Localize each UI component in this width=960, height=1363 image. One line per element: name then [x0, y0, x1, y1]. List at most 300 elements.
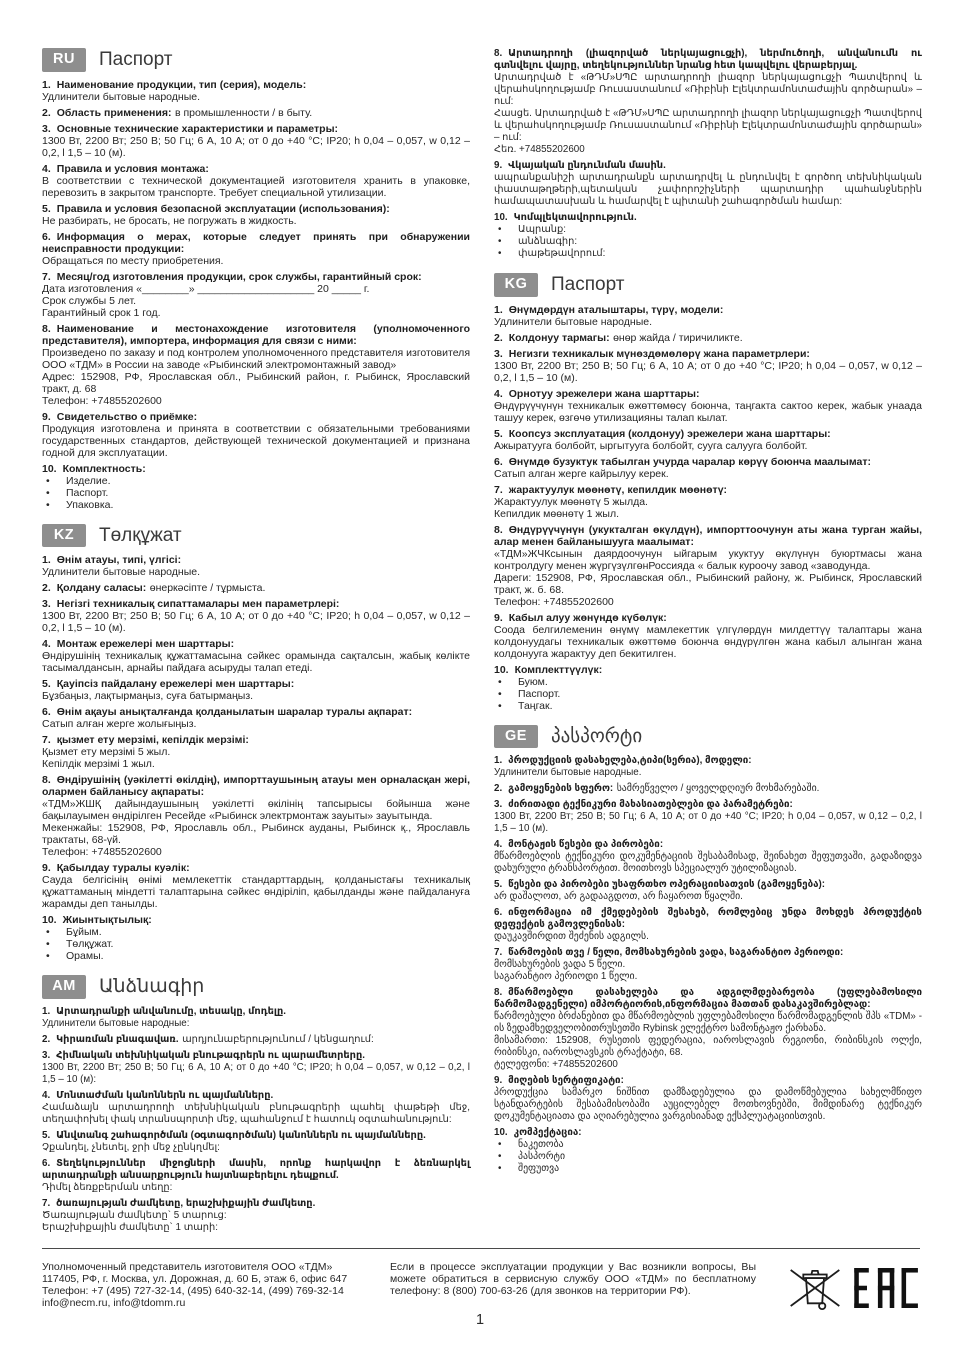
- passport-item: [42, 203, 470, 227]
- item-number: 4.: [494, 839, 503, 850]
- column-right: [494, 48, 922, 1234]
- item-paragraph: 1300 Вт, 2200 Вт; 250 В; 50 Гц; 6 А, 10 А; от 0 до +40 °С; IP20; h 0,04 – 0,057, w 0,12 – 0,2, l 1,5 – 10 (м).: [42, 134, 470, 159]
- item-paragraph: «ТДМ»ЖЧКсынын даярдоочунун ыйгарым укуктуу өкүлүнүн буюртмасы жана контролдугу менен жүргүзүлгөнРоссияда « балык куроочу завод «заводунда.: [494, 547, 922, 572]
- item-heading-row: [42, 862, 470, 874]
- item-heading-row: [42, 1198, 470, 1210]
- bullet-item: [494, 1163, 922, 1175]
- bullet-text: Орамы.: [66, 950, 104, 962]
- footer-service-block: Если в процессе эксплуатации продукции у Вас возникли вопросы, Вы можете обратиться в сервисную службу ООО «ТДМ» по бесплатному телефону: 8 (800) 700-63-26 (для звонков на территории РФ).: [390, 1261, 756, 1297]
- item-heading: Орнотуу эрежелери жана шарттары:: [508, 387, 700, 400]
- item-number: 10.: [42, 914, 57, 926]
- passport-item: [494, 212, 922, 260]
- item-heading-row: [42, 1034, 470, 1046]
- section-title: Паспорт: [99, 49, 173, 71]
- item-inline-text: სამრეწველო / ყოველდღიურ მოხმარებაში.: [616, 783, 820, 794]
- item-number: 2.: [42, 106, 51, 119]
- passport-item: [42, 598, 470, 634]
- content-columns: [42, 48, 922, 1234]
- item-number: 5.: [42, 1129, 51, 1141]
- item-paragraph: Телефон: +74855202600: [42, 394, 162, 407]
- item-paragraph: «ТДМ»ЖШҚ дайындаушының уәкілетті өкілінің тапсырысы бойынша және бақылауымен өндірілген Ресейде «Рыбинск электрмонтаж зауыты» зауытында.: [42, 798, 470, 822]
- passport-item: [42, 582, 470, 594]
- bullet-item: [42, 487, 470, 499]
- page-number: 1: [475, 1312, 485, 1328]
- item-heading-row: [494, 755, 922, 767]
- item-heading-row: [42, 582, 470, 594]
- section-title: Паспорт: [551, 274, 625, 296]
- item-paragraph: Удлинители бытовые народные.: [42, 566, 201, 578]
- item-number: 8.: [494, 523, 503, 536]
- item-heading-row: [42, 774, 470, 798]
- passport-item: [42, 862, 470, 910]
- bullet-text: Паспорт.: [518, 687, 561, 700]
- item-heading: მწარმოებლი დასახელება და ადგილმდებარეობა (უფლებამოსილი წარმომადგენელი) იმპორტიორის,ინფორმაცია მათთან დასაკავშირებლად:: [494, 987, 922, 1010]
- item-heading-row: [42, 231, 470, 255]
- item-heading: Տեղեկություններ միջոցների մասին, որոնք հարկավոր է ձեռնարկել արտադրանքի անսարքություն հայտնաբերելու դեպքում.: [42, 1157, 470, 1181]
- item-paragraph: მისამართი: 152908, რუსეთის ფედერაცია, იაროსლავის რეგიონი, რიბინსკის ოლქი, რიბინსკი, იაროსლავსკის ტრაქტატი, 68.: [494, 1035, 922, 1058]
- item-number: 10.: [494, 1127, 508, 1138]
- item-paragraph: В соответствии с технической документацией изготовителя хранить в упаковке, перевозить в закрытом транспорте. Требует специальной утилизации.: [42, 174, 470, 199]
- passport-item: [494, 783, 922, 795]
- item-heading: Кабыл алуу жөнүндө күбөлүк:: [508, 611, 667, 624]
- item-inline-text: өнөр жайда / тиричиликте.: [613, 331, 743, 344]
- passport-item: [42, 638, 470, 674]
- item-heading: ծառայության ժամկետը, երաշխիքային ժամկետը.: [56, 1197, 316, 1209]
- item-heading: Անվտանգ շահագործման (օգտագործման) կանոններն ու պայմանները.: [56, 1129, 426, 1141]
- item-inline-text: өнеркәсіпте / тұрмыста.: [149, 582, 266, 594]
- passport-item: [42, 123, 470, 159]
- item-number: 5.: [42, 678, 51, 690]
- item-paragraph: დაუკავშირდით შეძენის ადგილს.: [494, 931, 649, 942]
- section-title: Төлқұжат: [99, 524, 182, 546]
- item-number: 5.: [494, 879, 503, 890]
- item-number: 3.: [494, 799, 503, 810]
- passport-item: [494, 664, 922, 712]
- item-heading: Өнүмдөрдүн аталыштары, түрү, модели:: [508, 303, 724, 316]
- footer-representative-line: 117405, РФ, г. Москва, ул. Дорожная, д. 60 Б, этаж 6, офис 647: [42, 1273, 348, 1285]
- passport-item: [42, 678, 470, 702]
- item-paragraph: 1300 Вт, 2200 Вт; 250 В; 50 Гц; 6 А, 10 А; от 0 до +40 °С; IP20; h 0,04 – 0,057, w 0,12 – 0,2, l 1,5 – 10 (м).: [494, 359, 922, 384]
- item-number: 5.: [494, 427, 503, 440]
- passport-section-ge: [494, 725, 922, 1176]
- column-left: [42, 48, 470, 1234]
- lang-badge-ru: RU: [42, 48, 86, 72]
- section-title: Անձնագիր: [99, 976, 205, 998]
- item-number: 2.: [42, 582, 51, 594]
- item-number: 3.: [494, 347, 503, 360]
- item-heading: Արտադրողի (լիազորված ներկայացուցչի), ներմուծողի, անվանումն ու գտնվելու վայրը, տեղեկություններ նրանց հետ կապվելու վերաբերյալ.: [494, 48, 922, 71]
- passport-item: [494, 484, 922, 520]
- item-heading: Монтаж ережелері мен шарттары:: [56, 638, 235, 650]
- item-heading: გამოყენების სფერო:: [508, 783, 614, 794]
- passport-item: [42, 231, 470, 267]
- item-number: 2.: [494, 783, 503, 794]
- item-heading-row: [42, 107, 470, 119]
- item-heading: Մոնտաժման կանոններն ու պայմանները.: [56, 1089, 274, 1101]
- passport-item: [42, 774, 470, 858]
- bullet-dot: •: [498, 1139, 502, 1150]
- item-paragraph: საგარანტიო პერიოდი 1 წელი.: [494, 971, 638, 982]
- item-inline-text: արդյունաբերությունում / կենցաղում:: [182, 1033, 374, 1045]
- item-paragraph: Соода белгилеменин өнүмү мамлекеттик үлгүлөрдүн милдеттүү талаптары жана колдонуудагы техникалык өжөттөмө боюнча өндүрүлгөн жана кабыл алынган жана колдонууга жарактуу деп бекитилген.: [494, 623, 922, 660]
- passport-item: [42, 734, 470, 770]
- passport-item: [494, 160, 922, 208]
- item-heading: Месяц/год изготовления продукции, срок службы, гарантийный срок:: [56, 270, 422, 283]
- item-heading: Информация о мерах, которые следует принять при обнаружении неисправности продукции:: [42, 230, 470, 255]
- bullet-item: [42, 950, 470, 962]
- item-heading-row: [42, 554, 470, 566]
- item-heading-row: [494, 907, 922, 931]
- item-paragraph: არ დაშალოთ, არ გადააგდოთ, არ ჩაყაროთ წყალში.: [494, 891, 743, 902]
- item-heading: Коопсуз эксплуатация (колдонуу) эрежелери жана шарттары:: [508, 427, 831, 440]
- footer-representative-block: [42, 1261, 358, 1309]
- bullet-dot: •: [498, 675, 502, 688]
- item-number: 4.: [42, 162, 51, 175]
- item-heading-row: [42, 914, 470, 926]
- passport-section-kg: [494, 273, 922, 712]
- bullet-item: [494, 248, 922, 260]
- item-heading: ძირითადი ტექნიკური მახასიათებლები და პარამეტრები:: [508, 799, 793, 810]
- bullet-item: [494, 224, 922, 236]
- passport-item: [494, 332, 922, 344]
- item-heading: Կոմպլեկտավորություն.: [513, 212, 637, 223]
- item-number: 7.: [494, 947, 503, 958]
- bullet-text: ნაკეთობა: [518, 1139, 564, 1150]
- item-heading-row: [42, 463, 470, 475]
- item-number: 10.: [494, 663, 509, 676]
- item-number: 1.: [494, 303, 503, 316]
- item-heading-row: [42, 123, 470, 135]
- item-heading: Наименование и местонахождение изготовителя (уполномоченного представителя), импортера, информация для связи с ними:: [42, 322, 470, 347]
- item-number: 7.: [42, 270, 51, 283]
- item-heading-row: [494, 428, 922, 440]
- section-header: [494, 725, 922, 749]
- item-heading-row: [494, 947, 922, 959]
- bullet-text: Буюм.: [518, 675, 548, 688]
- passport-item: [42, 79, 470, 103]
- item-number: 7.: [494, 483, 503, 496]
- item-heading: Қолдану саласы:: [56, 582, 147, 594]
- passport-item: [494, 304, 922, 328]
- passport-item: [42, 1198, 470, 1234]
- weee-crossed-bin-icon: [788, 1263, 842, 1313]
- item-number: 7.: [42, 734, 51, 746]
- bullet-dot: •: [498, 236, 502, 247]
- passport-item: [42, 1050, 470, 1086]
- bullet-item: [42, 926, 470, 938]
- item-heading: Өндүрүүчүнүн (укукталган өкүлдүн), импорттоочунун аты жана турган жайы, алар менен байланышууга маалымат:: [494, 523, 922, 548]
- item-heading-row: [42, 203, 470, 215]
- item-heading-row: [42, 734, 470, 746]
- passport-item: [42, 323, 470, 407]
- item-heading-row: [42, 678, 470, 690]
- item-heading: Өнім атауы, типі, үлгісі:: [56, 554, 182, 566]
- item-number: 4.: [42, 638, 51, 650]
- passport-item: [494, 48, 922, 156]
- item-paragraph: Срок службы 5 лет.: [42, 294, 137, 307]
- item-paragraph: Արտադրված է «ԹԴՄ»ՍՊԸ արտադրողի լիազոր ներկայացուցչի Պատվերով և վերահսկողությամբ Ռուսաստանում «Ռիբինի Էլեկտրամոնտաժային գործարան» – ում:: [494, 72, 922, 107]
- item-paragraph: ապրանքանիշի արտադրանքն արտադրվել և ընդունվել է գործող տեխնիկական փաստաթղթերի,պետական չափորոշիչների պարտադիր պահանջներին համապատասխան և համարվել է պիտանի շահագործման համար:: [494, 172, 922, 207]
- item-number: 9.: [494, 1075, 503, 1086]
- passport-item: [494, 1075, 922, 1123]
- bullet-text: փաթեթավորում:: [518, 248, 606, 259]
- item-heading: ინფორმაცია იმ ქმედებების შესახებ, რომლებიც უნდა მოხდეს პროდუქტის დეფექტის გამოვლენისას:: [494, 907, 922, 930]
- item-heading: қызмет ету мерзімі, кепілдік мерзімі:: [56, 734, 249, 746]
- item-paragraph: Сатып алған жерге жолығыңыз.: [42, 718, 197, 730]
- item-heading-row: [42, 1006, 470, 1018]
- item-number: 1.: [494, 755, 503, 766]
- item-heading-row: [494, 799, 922, 811]
- item-number: 4.: [494, 387, 503, 400]
- item-heading: Жиынтықтылық:: [62, 914, 152, 926]
- item-paragraph: Удлинители бытовые народные.: [494, 315, 653, 328]
- item-heading: კომპექტაცია:: [513, 1127, 582, 1138]
- item-inline-text: в промышленности / в быту.: [174, 106, 313, 119]
- passport-section-am: [42, 975, 470, 1234]
- item-heading-row: [42, 1130, 470, 1142]
- bullet-item: [494, 1139, 922, 1151]
- item-heading: მონტაჟის წესები და პირობები:: [508, 839, 664, 850]
- passport-item: [494, 755, 922, 779]
- item-heading: Правила и условия безопасной эксплуатации (использования):: [56, 202, 390, 215]
- passport-item: [494, 1127, 922, 1175]
- item-number: 1.: [42, 554, 51, 566]
- bullet-item: [42, 475, 470, 487]
- item-heading-row: [494, 1127, 922, 1139]
- item-number: 6.: [494, 907, 503, 918]
- item-paragraph: Հեռ. +74855202600: [494, 144, 585, 155]
- lang-badge-ge: GE: [494, 725, 538, 749]
- passport-item: [494, 799, 922, 835]
- bullet-dot: •: [46, 474, 50, 487]
- lang-badge-kg: KG: [494, 273, 538, 297]
- bullet-text: Төлқұжат.: [66, 938, 114, 950]
- bullet-text: შეფუთვა: [518, 1163, 560, 1174]
- item-number: 9.: [42, 862, 51, 874]
- item-number: 9.: [494, 160, 503, 171]
- bullet-dot: •: [498, 224, 502, 235]
- item-paragraph: Дата изготовления «________» ____________________ 20 _____ г.: [42, 282, 370, 295]
- item-heading: Өнім ақауы анықталғанда қолданылатын шаралар туралы ақпарат:: [56, 706, 413, 718]
- item-number: 1.: [42, 1005, 51, 1017]
- item-paragraph: 1300 Вт, 2200 Вт; 250 В; 50 Гц; 6 А, 10 А; от 0 до +40 °С; IP20; h 0,04 – 0,057, w 0,12 – 0,2, l 1,5 – 10 (м).: [494, 811, 922, 834]
- item-paragraph: Произведено по заказу и под контролем уполномоченного представителя изготовителя ООО «ТДМ» в России на заводе «Рыбинский электромонтажный завод»: [42, 346, 470, 371]
- item-paragraph: Гарантийный срок 1 год.: [42, 306, 161, 319]
- item-heading-row: [42, 1050, 470, 1062]
- passport-item: [42, 1090, 470, 1126]
- item-paragraph: Дареги: 152908, РФ, Ярославская обл., Рыбинский району, ж. Рыбинск, Ярославский тракт, ж. б. 68.: [494, 571, 922, 596]
- item-paragraph: ტელეფონი: +74855202600: [494, 1059, 618, 1070]
- item-number: 6.: [494, 455, 503, 468]
- passport-section-ru: [42, 48, 470, 511]
- passport-item: [42, 1158, 470, 1194]
- item-paragraph: Հասցե. Արտադրված է «ԹԴՄ»ՍՊԸ արտադրողի լիազոր ներկայացուցչի Պատվերով և վերահսկողությամբ Ռուսաստանում «Ռիբինի Էլեկտրամոնտաժային գործարան» – ում:: [494, 108, 922, 143]
- item-number: 10.: [42, 462, 57, 475]
- item-paragraph: მომსახურების ვადა 5 წელი.: [494, 959, 626, 970]
- bullet-item: [494, 700, 922, 712]
- eac-conformity-mark-icon: [854, 1268, 920, 1308]
- item-heading-row: [494, 987, 922, 1011]
- passport-item: [494, 348, 922, 384]
- item-paragraph: Ажыратууга болбойт, ыргытууга болбойт, сууга салууга болбойт.: [494, 439, 808, 452]
- item-number: 2.: [494, 331, 503, 344]
- item-number: 8.: [494, 48, 503, 59]
- item-heading-row: [42, 79, 470, 91]
- item-paragraph: Չքանդել, չնետել, ջրի մեջ չընկղմել:: [42, 1141, 220, 1153]
- item-paragraph: Обращаться по месту приобретения.: [42, 254, 224, 267]
- item-heading: Комплекттүүлүк:: [514, 663, 603, 676]
- item-heading: Наименование продукции, тип (серия), модель:: [56, 78, 307, 91]
- passport-item: [494, 428, 922, 452]
- footer-representative-line: info@necm.ru, info@tdomm.ru: [42, 1297, 186, 1309]
- bullet-item: [494, 236, 922, 248]
- bullet-dot: •: [498, 699, 502, 712]
- bullet-dot: •: [46, 950, 50, 962]
- item-heading: პროდუქციის დასახელება,ტიპი(სერია), მოდელი:: [508, 755, 752, 766]
- item-paragraph: Удлинители бытовые народные:: [42, 1017, 190, 1029]
- bullet-text: Изделие.: [66, 474, 111, 487]
- footer-representative-line: Телефон: +7 (495) 727-32-14, (495) 640-32-14, (499) 769-32-14: [42, 1285, 344, 1297]
- bullet-item: [494, 676, 922, 688]
- item-heading-row: [494, 304, 922, 316]
- passport-section-kz: [42, 524, 470, 963]
- bullet-dot: •: [46, 938, 50, 950]
- item-heading: Область применения:: [56, 106, 172, 119]
- item-paragraph: Мекенжайы: 152908, РФ, Ярославль обл., Рыбинск ауданы, Рыбинск қ., Ярославль трактаты, 68-үй.: [42, 822, 470, 846]
- footer: [42, 1248, 920, 1313]
- item-heading-row: [42, 598, 470, 610]
- item-heading: Կիրառման բնագավառ.: [56, 1033, 179, 1045]
- item-heading-row: [494, 612, 922, 624]
- item-paragraph: Не разбирать, не бросать, не погружать в жидкость.: [42, 214, 297, 227]
- item-heading-row: [42, 323, 470, 347]
- item-paragraph: Համաձայն արտադրողի տեխնիկական բնութագրերի պահել փաթեթի մեջ, տեղափոխել փակ տրանսպորտի մեջ, պահանջում է հատուկ օգտահանություն:: [42, 1101, 470, 1125]
- item-paragraph: Сауда белгісінің өнімі мемлекеттік стандарттардың, қолданыстағы техникалық құжаттаманың міндетті талаптарына сәйкес өндіріліп, қабылданды және пайдалануға жарамды деп танылды.: [42, 874, 470, 910]
- item-number: 8.: [42, 322, 51, 335]
- bullet-text: անձնագիր:: [518, 236, 578, 247]
- item-heading: Վկայական ընդունման մասին.: [508, 160, 666, 171]
- item-number: 1.: [42, 78, 51, 91]
- item-heading: Свидетельство о приёмке:: [56, 410, 198, 423]
- passport-item: [494, 456, 922, 480]
- item-number: 6.: [42, 706, 51, 718]
- bullet-item: [42, 499, 470, 511]
- item-paragraph: Удлинители бытовые народные.: [494, 767, 642, 778]
- passport-item: [494, 947, 922, 983]
- bullet-item: [494, 688, 922, 700]
- item-heading-row: [494, 348, 922, 360]
- item-paragraph: 1300 Вт, 2200 Вт; 250 В; 50 Гц; 6 А, 10 А; от 0 до +40 °С; IP20; h 0,04 – 0,057, w 0,12 – 0,2, l 1,5 – 10 (м).: [42, 610, 470, 634]
- passport-item: [42, 271, 470, 319]
- item-heading: Қауіпсіз пайдалану ережелері мен шарттары:: [56, 678, 295, 690]
- passport-item: [494, 879, 922, 903]
- bullet-text: Паспорт.: [66, 486, 109, 499]
- item-paragraph: Адрес: 152908, РФ, Ярославская обл., Рыбинский район, г. Рыбинск, Ярославский тракт, д. 68: [42, 370, 470, 395]
- item-paragraph: Өндірушінің техникалық құжаттамасына сәйкес орамында сақталсын, жабық көлікте тасымалдансын, арнайы пайдаға асыруды талап етеді.: [42, 650, 470, 674]
- passport-item: [494, 612, 922, 660]
- passport-item: [494, 839, 922, 875]
- item-paragraph: Телефон: +74855202600: [42, 846, 162, 858]
- item-heading-row: [42, 706, 470, 718]
- item-heading-row: [42, 1090, 470, 1102]
- passport-item: [494, 388, 922, 424]
- passport-item: [494, 524, 922, 608]
- item-heading: Өнүмдө бузуктук табылган учурда чаралар көрүү боюнча маалымат:: [508, 455, 872, 468]
- passport-item: [42, 163, 470, 199]
- item-paragraph: Телефон: +74855202600: [494, 595, 614, 608]
- item-heading: Қабылдау туралы куәлік:: [56, 862, 190, 874]
- item-heading-row: [42, 411, 470, 423]
- item-number: 3.: [42, 1049, 51, 1061]
- item-paragraph: Երաշխիքային ժամկետը` 1 տարի:: [42, 1221, 218, 1233]
- item-heading-row: [494, 212, 922, 224]
- item-heading: Негизги техникалык мүнөздөмөлөрү жана параметрлери:: [508, 347, 810, 360]
- item-paragraph: Қызмет ету мерзімі 5 жыл.: [42, 746, 171, 758]
- item-paragraph: Кепілдік мерзімі 1 жыл.: [42, 758, 155, 770]
- item-heading-row: [494, 524, 922, 548]
- bullet-item: [42, 938, 470, 950]
- lang-badge-am: AM: [42, 975, 86, 999]
- passport-item: [494, 987, 922, 1071]
- item-number: 6.: [42, 1157, 51, 1169]
- item-number: 9.: [42, 410, 51, 423]
- item-paragraph: 1300 Вт, 2200 Вт; 250 В; 50 Гц; 6 А, 10 А; от 0 до +40 °С; IP20; h 0,04 – 0,057, w 0,12 – 0,2, l 1,5 – 10 (м):: [42, 1061, 470, 1085]
- bullet-text: Упаковка.: [66, 498, 114, 511]
- item-number: 7.: [42, 1197, 51, 1209]
- item-number: 10.: [494, 212, 508, 223]
- item-heading-row: [494, 664, 922, 676]
- item-heading: Негізгі техникалық сипаттамалары мен параметрлері:: [56, 598, 340, 610]
- bullet-dot: •: [498, 1151, 502, 1162]
- bullet-dot: •: [498, 248, 502, 259]
- item-heading-row: [494, 879, 922, 891]
- passport-item: [42, 463, 470, 511]
- bullet-text: პასპორტი: [518, 1151, 566, 1162]
- item-heading-row: [494, 783, 922, 795]
- item-heading-row: [42, 1158, 470, 1182]
- item-heading: Основные технические характеристики и параметры:: [56, 122, 339, 135]
- bullet-text: Таңгак.: [518, 699, 553, 712]
- lang-badge-kz: KZ: [42, 524, 86, 548]
- passport-item: [42, 107, 470, 119]
- section-header: [42, 48, 470, 72]
- item-paragraph: Кепилдик мөөнөтү 1 жыл.: [494, 507, 620, 520]
- section-header: [42, 975, 470, 999]
- passport-item: [42, 706, 470, 730]
- item-paragraph: Ծառայության ժամկետը` 5 տարուց:: [42, 1209, 227, 1221]
- bullet-dot: •: [498, 687, 502, 700]
- item-paragraph: Бұзбаңыз, лақтырмаңыз, суға батырмаңыз.: [42, 690, 254, 702]
- item-number: 5.: [42, 202, 51, 215]
- bullet-dot: •: [46, 486, 50, 499]
- item-heading: წარმოების თვე / წელი, მომსახურების ვადა, საგარანტიო პერიოდი:: [508, 947, 844, 958]
- item-heading: Հիմնական տեխնիկական բնութագրերն ու պարամետրերը.: [56, 1049, 365, 1061]
- item-heading: жарактуулук мөөнөтү, кепилдик мөөнөтү:: [508, 483, 728, 496]
- item-heading: Колдонуу тармагы:: [508, 331, 610, 344]
- item-heading: წესები და პირობები უსაფრთხო ოპერაციისათვის (გამოყენება):: [508, 879, 826, 890]
- item-paragraph: მწარმოებლის ტექნიკური დოკუმენტაციის შესაბამისად, შეინახეთ შეფუთვაში, გადაზიდვა დახურული ტრანსპორტით. მოითხოვს სპეციალურ უტილიზაციას.: [494, 851, 922, 874]
- item-heading: Комплектность:: [62, 462, 146, 475]
- item-heading-row: [494, 160, 922, 172]
- item-heading: Өндірушінің (уәкілетті өкілдің), импорттаушының атауы мен орналасқан жері, олармен байланысу ақпараты:: [42, 774, 470, 798]
- passport-item: [42, 554, 470, 578]
- item-paragraph: წარმოებული ბრძანებით და მწარმოებლის უფლებამოსილი წარმომადგენლის შპს «TDM» - ის ზედამხედველობითრუსეთში Rybinsk ელექტრო სამონტაჟო ქარხანა.: [494, 1011, 922, 1034]
- item-number: 3.: [42, 122, 51, 135]
- item-heading-row: [494, 1075, 922, 1087]
- item-heading: Արտադրանքի անվանումը, տեսակը, մոդելը.: [56, 1005, 286, 1017]
- bullet-text: Ապրանք:: [518, 224, 566, 235]
- section-header: [494, 273, 922, 297]
